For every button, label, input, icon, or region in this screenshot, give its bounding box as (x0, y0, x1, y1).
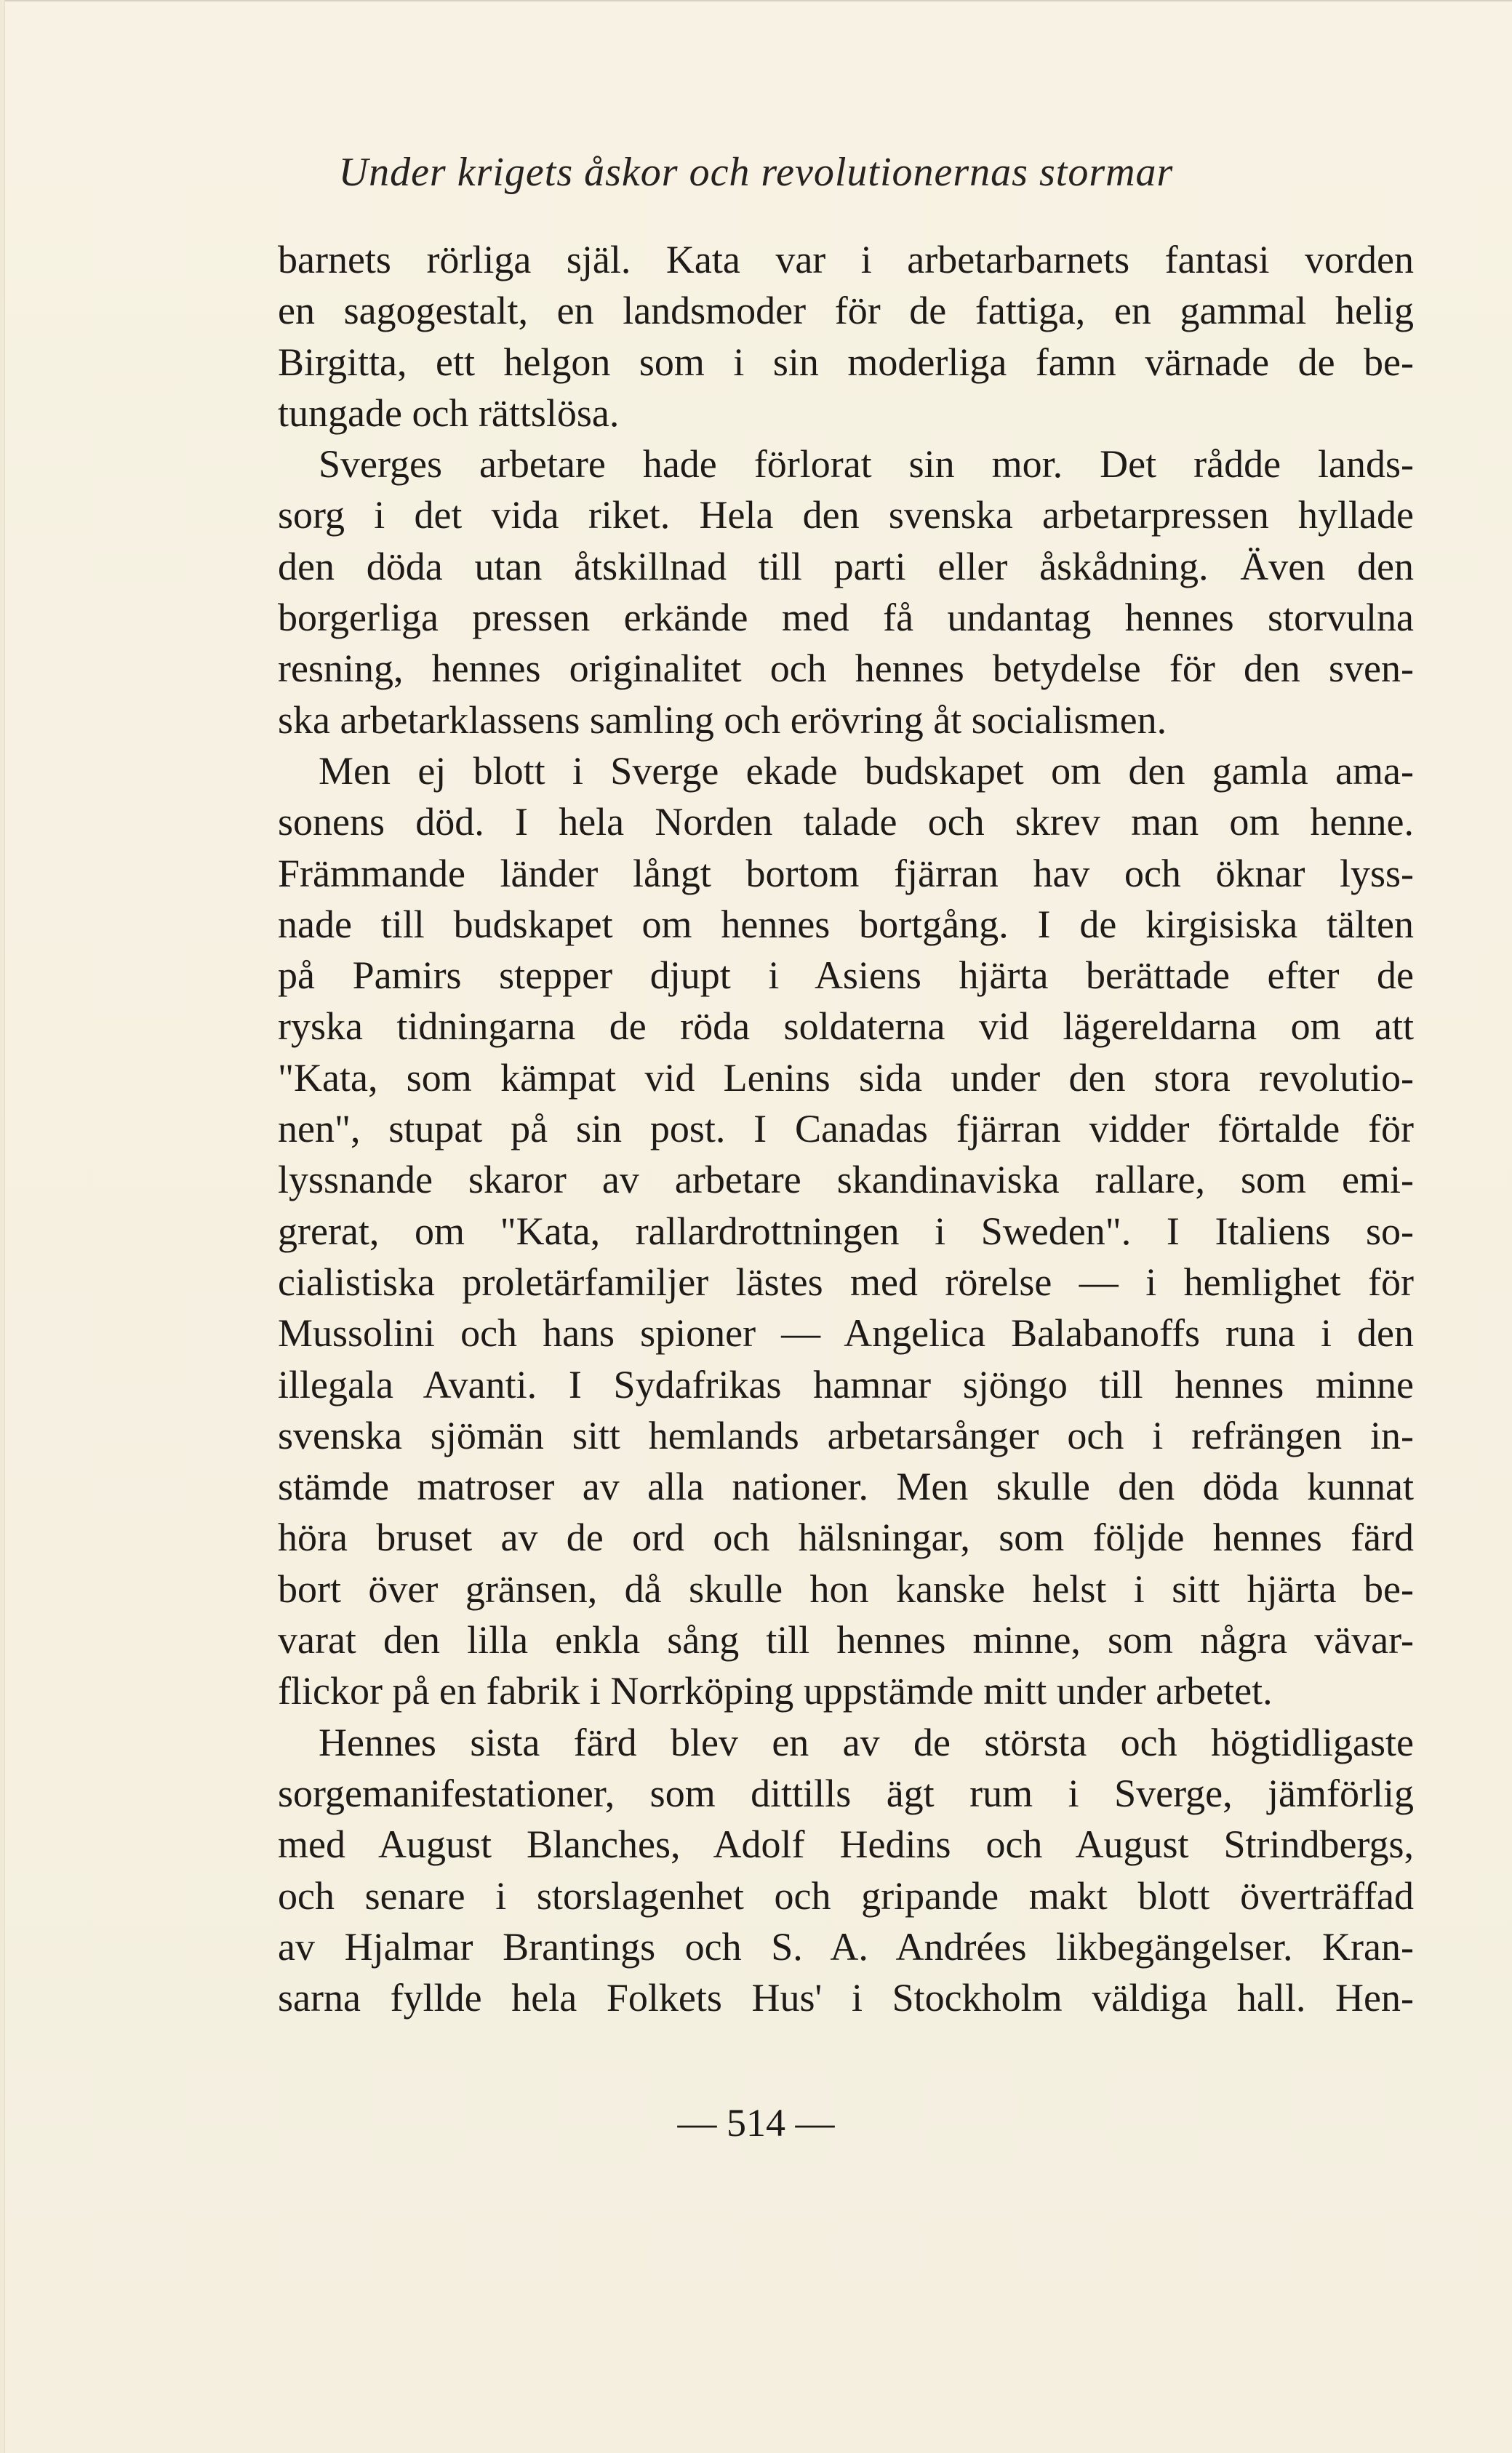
text-line: nade till budskapet om hennes bortgång. I de kirgisiska tälten (278, 902, 1414, 946)
text-line: flickor på en fabrik i Norrköping uppstämde mitt under arbetet. (278, 1669, 1273, 1713)
page-left-edge (0, 0, 5, 2453)
text-line: ryska tidningarna de röda soldaterna vid lägereldarna om att (278, 1004, 1414, 1049)
text-line: Främmande länder långt bortom fjärran hav och öknar lyss- (278, 851, 1414, 895)
text-line: sarna fyllde hela Folkets Hus' i Stockholm väldiga hall. Hen- (278, 1976, 1414, 2020)
text-line: sorgemanifestationer, som dittills ägt rum i Sverge, jämförlig (278, 1771, 1414, 1815)
text-line: Men ej blott i Sverge ekade budskapet om den gamla ama- (319, 748, 1414, 793)
text-line: med August Blanches, Adolf Hedins och August Strindbergs, (278, 1822, 1414, 1867)
text-line: och senare i storslagenhet och gripande makt blott överträffad (278, 1873, 1414, 1918)
text-line: nen", stupat på sin post. I Canadas fjärran vidder förtalde för (278, 1107, 1414, 1151)
paragraph (278, 439, 1414, 745)
text-line: Sverges arbetare hade förlorat sin mor. Det rådde lands- (319, 442, 1414, 487)
text-line: sonens död. I hela Norden talade och skrev man om henne. (278, 800, 1414, 844)
text-line: en sagogestalt, en landsmoder för de fattiga, en gammal helig (278, 289, 1414, 333)
text-line: sorg i det vida riket. Hela den svenska arbetarpressen hyllade (278, 493, 1414, 537)
text-line: grerat, om "Kata, rallardrottningen i Sweden". I Italiens so- (278, 1209, 1414, 1253)
page-number: — 514 — (677, 2101, 835, 2145)
text-line: cialistiska proletärfamiljer lästes med rörelse — i hemlighet för (278, 1260, 1414, 1304)
text-line: Birgitta, ett helgon som i sin moderliga famn värnade de be- (278, 340, 1414, 384)
text-line: resning, hennes originalitet och hennes betydelse för den sven- (278, 647, 1414, 691)
text-line: barnets rörliga själ. Kata var i arbetarbarnets fantasi vorden (278, 238, 1414, 281)
text-line: ska arbetarklassens samling och erövring åt socialismen. (278, 697, 1167, 742)
text-line: lyssnande skaror av arbetare skandinaviska rallare, som emi- (278, 1158, 1414, 1202)
text-line: tungade och rättslösa. (278, 391, 620, 435)
paragraph (278, 234, 1414, 439)
text-line: Mussolini och hans spioner — Angelica Balabanoffs runa i den (278, 1311, 1414, 1356)
text-line: svenska sjömän sitt hemlands arbetarsånger och i refrängen in- (278, 1413, 1414, 1457)
text-line: stämde matroser av alla nationer. Men skulle den döda kunnat (278, 1465, 1414, 1509)
text-line: av Hjalmar Brantings och S. A. Andrées likbegängelser. Kran- (278, 1924, 1414, 1969)
text-line: höra bruset av de ord och hälsningar, som följde hennes färd (278, 1516, 1414, 1560)
text-line: bort över gränsen, då skulle hon kanske helst i sitt hjärta be- (278, 1566, 1414, 1611)
text-line: varat den lilla enkla sång till hennes minne, som några vävar- (278, 1618, 1414, 1662)
text-line: på Pamirs stepper djupt i Asiens hjärta berättade efter de (278, 953, 1414, 998)
text-line: den döda utan åtskillnad till parti eller åskådning. Även den (278, 544, 1414, 588)
body-text (278, 234, 1414, 2023)
running-head: Under krigets åskor och revolutionernas stormar (338, 150, 1174, 195)
page-top-edge (0, 0, 1512, 7)
paragraph (278, 745, 1414, 1717)
paragraph (278, 1717, 1414, 2024)
text-line: illegala Avanti. I Sydafrikas hamnar sjöngo till hennes minne (278, 1362, 1414, 1406)
text-line: Hennes sista färd blev en av de största och högtidligaste (319, 1720, 1414, 1764)
text-line: "Kata, som kämpat vid Lenins sida under den stora revolutio- (278, 1055, 1414, 1100)
text-line: borgerliga pressen erkände med få undantag hennes storvulna (278, 596, 1414, 640)
